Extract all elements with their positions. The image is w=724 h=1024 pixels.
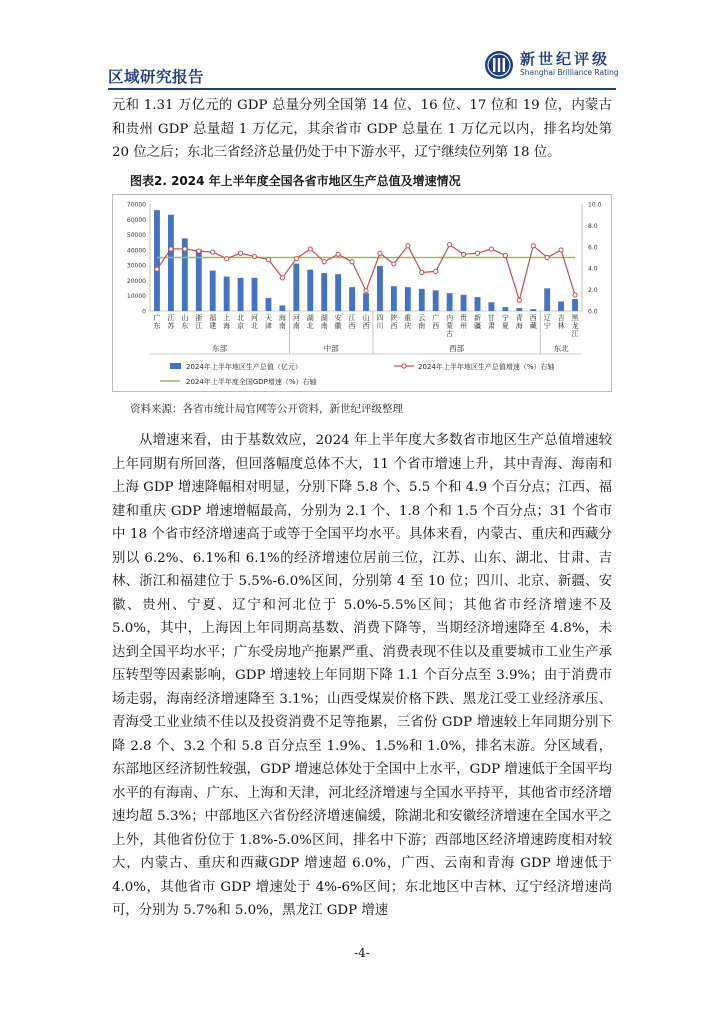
growth-point-黑龙江: [573, 293, 577, 297]
x-tick-label-河北: 河北: [251, 314, 259, 330]
growth-point-宁夏: [503, 253, 507, 257]
growth-point-湖北: [308, 247, 312, 251]
x-tick-label-吉林: 吉林: [557, 314, 565, 330]
bar-云南: [419, 289, 425, 311]
bar-重庆: [405, 287, 411, 311]
x-tick-label-天津: 天津: [264, 314, 272, 330]
growth-point-广东: [155, 267, 159, 271]
logo-chinese-name: 新世纪评级: [520, 50, 611, 68]
bar-海南: [279, 305, 285, 311]
growth-point-北京: [238, 251, 242, 255]
bar-福建: [210, 271, 216, 311]
y-left-tick-label: 0: [142, 308, 146, 316]
paragraph-2: 从增速来看，由于基数效应，2024 年上半年度大多数省市地区生产总值增速较上年同期有所回落，但回落幅度总体不大，11 个省市增速上升，其中青海、海南和上海 GDP 增速降幅相对明显，分别下降 5.8 个、5.5 个和 4.9 个百分点；江西、福建和重庆 GDP 增速增幅最高，分别为 2.1 个、1.8 个和 1.5 个百分点；31 个省市中 18 个省市经济增速高于或等于全国平均水平。具体来看，内蒙古、重庆和西藏分别以 6.2%、6.1%和 6.1%的经济增速位居前三位，江苏、山东、湖北、甘肃、吉林、浙江和福建位于 5.5%-6.0%区间，分别第 4 至 10 位；四川、北京、新疆、安徽、贵州、宁夏、辽宁和河北位于 5.0%-5.5%区间；其他省市经济增速不及 5.0%，其中，上海因上年同期高基数、消费下降等，当期经济增速降至 4.8%，未达到全国平均水平；广东受房地产拖累严重、消费表现不佳以及重要城市工业生产承压转型等因素影响，GDP 增速较上年同期下降 1.1 个百分点至 3.9%；由于消费市场走弱，海南经济增速降至 3.1%；山西受煤炭价格下跌、黑龙江受工业经济承压、青海受工业业绩不佳以及投资消费不足等拖累，三省份 GDP 增速较上年同期分别下降 2.8 个、3.2 个和 5.8 百分点至 1.9%、1.5%和 1.0%，排名末游。分区域看，东部地区经济韧性较强，GDP 增速总体处于全国中上水平，GDP 增速低于全国平均水平的有海南、广东、上海和天津，河北经济增速与全国水平持平，其他省市经济增速均超 5.3%；中部地区六省份经济增速偏缓，除湖北和安徽经济增速在全国水平之上外，其他省份位于 1.8%-5.0%区间，排名中下游；西部地区经济增速跨度相对较大，内蒙古、重庆和西藏GDP 增速超 6.0%，广西、云南和青海 GDP 增速低于 4.0%，其他省市 GDP 增速处于 4%-6%区间；东北地区中吉林、辽宁经济增速尚可，分别为 5.7%和 5.0%，黑龙江 GDP 增速: [112, 433, 612, 918]
x-tick-label-陕西: 陕西: [390, 314, 398, 330]
growth-point-贵州: [461, 252, 465, 256]
bar-贵州: [461, 295, 467, 311]
bar-湖北: [307, 270, 313, 311]
growth-point-重庆: [406, 244, 410, 248]
x-tick-label-湖北: 湖北: [306, 314, 314, 330]
x-tick-label-宁夏: 宁夏: [501, 314, 509, 330]
x-tick-label-北京: 北京: [237, 314, 245, 330]
bar-北京: [238, 278, 244, 311]
x-tick-label-新疆: 新疆: [473, 314, 481, 330]
x-tick-label-福建: 福建: [209, 314, 217, 330]
x-tick-label-山东: 山东: [181, 314, 189, 330]
x-tick-label-河南: 河南: [292, 314, 300, 330]
legend-bar-swatch: [170, 363, 181, 369]
growth-point-陕西: [392, 262, 396, 266]
bar-黑龙江: [572, 299, 578, 311]
bar-辽宁: [544, 288, 550, 311]
bar-甘肃: [488, 302, 494, 311]
growth-point-甘肃: [489, 247, 493, 251]
x-tick-label-浙江: 浙江: [195, 314, 203, 330]
y-right-tick-label: 0.0: [588, 308, 598, 316]
growth-point-海南: [280, 276, 284, 280]
group-label-中部: 中部: [323, 344, 339, 353]
bar-山西: [363, 293, 369, 311]
growth-point-河北: [252, 254, 256, 258]
logo-english-name: Shanghai Brilliance Rating: [520, 68, 619, 77]
growth-point-山东: [183, 247, 187, 251]
y-left-tick-label: 60000: [126, 216, 146, 224]
bar-湖南: [321, 273, 327, 311]
x-tick-label-四川: 四川: [376, 314, 384, 330]
bar-河北: [252, 278, 258, 311]
company-logo: [484, 44, 619, 84]
growth-point-四川: [378, 251, 382, 255]
y-right-tick-label: 10.0: [588, 201, 602, 209]
legend-line-marker: [402, 364, 406, 368]
growth-point-云南: [420, 270, 424, 274]
x-tick-label-上海: 上海: [223, 314, 231, 330]
x-tick-label-重庆: 重庆: [404, 314, 412, 330]
growth-point-河南: [294, 256, 298, 260]
x-tick-label-内蒙古: 内蒙古: [446, 314, 454, 338]
x-tick-label-青海: 青海: [515, 314, 523, 330]
x-tick-label-云南: 云南: [418, 314, 426, 330]
bar-浙江: [196, 250, 202, 311]
y-left-tick-label: 20000: [126, 277, 146, 285]
bar-四川: [377, 266, 383, 311]
growth-point-广西: [434, 269, 438, 273]
growth-point-上海: [225, 256, 229, 260]
bar-新疆: [475, 297, 481, 311]
y-right-tick-label: 8.0: [588, 222, 598, 230]
legend-line-label: 2024年上半年地区生产总值增速（%）右轴: [418, 363, 555, 371]
paragraph-1: 元和 1.31 万亿元的 GDP 总量分列全国第 14 位、16 位、17 位和 19 位，内蒙古和贵州 GDP 总量超 1 万亿元，其余省市 GDP 总量在 1 万亿元以内，排名均处第 20 位之后；东北三省经济总量仍处于中下游水平，辽宁继续位列第 18 位。: [112, 98, 612, 160]
x-tick-label-西藏: 西藏: [529, 314, 537, 330]
logo-emblem-icon: [484, 50, 514, 80]
bar-广西: [433, 290, 439, 311]
growth-point-安徽: [336, 252, 340, 256]
y-right-tick-label: 4.0: [588, 265, 598, 273]
growth-point-辽宁: [545, 255, 549, 259]
growth-point-山西: [364, 289, 368, 293]
y-left-tick-label: 30000: [126, 262, 146, 270]
growth-point-内蒙古: [448, 243, 452, 247]
x-tick-label-江西: 江西: [348, 314, 356, 330]
growth-point-新疆: [475, 251, 479, 255]
x-tick-label-山西: 山西: [362, 314, 370, 330]
growth-point-江苏: [169, 247, 173, 251]
y-right-tick-label: 6.0: [588, 244, 598, 252]
figure-source: 资料来源：各省市统计局官网等公开资料，新世纪评级整理: [130, 403, 403, 415]
group-label-东部: 东部: [212, 344, 228, 353]
bar-上海: [224, 277, 230, 311]
bar-安徽: [335, 274, 341, 311]
x-tick-label-广东: 广东: [153, 314, 161, 330]
bar-陕西: [391, 286, 397, 311]
y-right-tick-label: 2.0: [588, 287, 598, 295]
figure-title: 图表2. 2024 年上半年度全国各省市地区生产总值及增速情况: [130, 174, 461, 188]
group-label-西部: 西部: [449, 344, 465, 353]
y-left-tick-label: 10000: [126, 293, 146, 301]
x-tick-label-辽宁: 辽宁: [543, 314, 551, 330]
section-title: 区域研究报告: [108, 68, 205, 86]
y-left-tick-label: 40000: [126, 247, 146, 255]
growth-point-浙江: [197, 249, 201, 253]
growth-point-湖南: [322, 260, 326, 264]
x-tick-label-广西: 广西: [432, 314, 440, 330]
bar-内蒙古: [447, 293, 453, 311]
gdp-chart: [112, 194, 612, 392]
bar-江苏: [168, 215, 174, 311]
x-tick-label-甘肃: 甘肃: [487, 314, 495, 330]
growth-point-吉林: [559, 248, 563, 252]
bar-天津: [266, 298, 272, 311]
bar-河南: [293, 264, 299, 311]
growth-point-西藏: [531, 244, 535, 248]
x-tick-label-贵州: 贵州: [460, 314, 468, 330]
page-number: -4-: [354, 946, 370, 960]
y-left-tick-label: 50000: [126, 232, 146, 240]
y-left-tick-label: 70000: [126, 201, 146, 209]
growth-point-江西: [350, 260, 354, 264]
x-tick-label-海南: 海南: [278, 314, 286, 330]
x-tick-label-江苏: 江苏: [167, 314, 175, 330]
bar-西藏: [530, 309, 536, 311]
page-header: [108, 44, 619, 90]
growth-point-天津: [266, 258, 270, 262]
legend-bar-label: 2024年上半年地区生产总值（亿元）: [186, 363, 302, 371]
growth-point-青海: [517, 298, 521, 302]
group-label-东北: 东北: [553, 344, 569, 353]
x-tick-label-黑龙江: 黑龙江: [571, 314, 579, 338]
growth-point-福建: [211, 250, 215, 254]
x-tick-label-湖南: 湖南: [320, 314, 328, 330]
bar-宁夏: [502, 307, 508, 311]
header-divider: [108, 88, 616, 90]
bar-青海: [516, 308, 522, 311]
legend-avg-label: 2024年上半年度全国GDP增速（%）右轴: [186, 378, 317, 386]
bar-江西: [349, 287, 355, 311]
bar-吉林: [558, 302, 564, 311]
bar-广东: [154, 210, 160, 311]
x-tick-label-安徽: 安徽: [334, 314, 342, 330]
